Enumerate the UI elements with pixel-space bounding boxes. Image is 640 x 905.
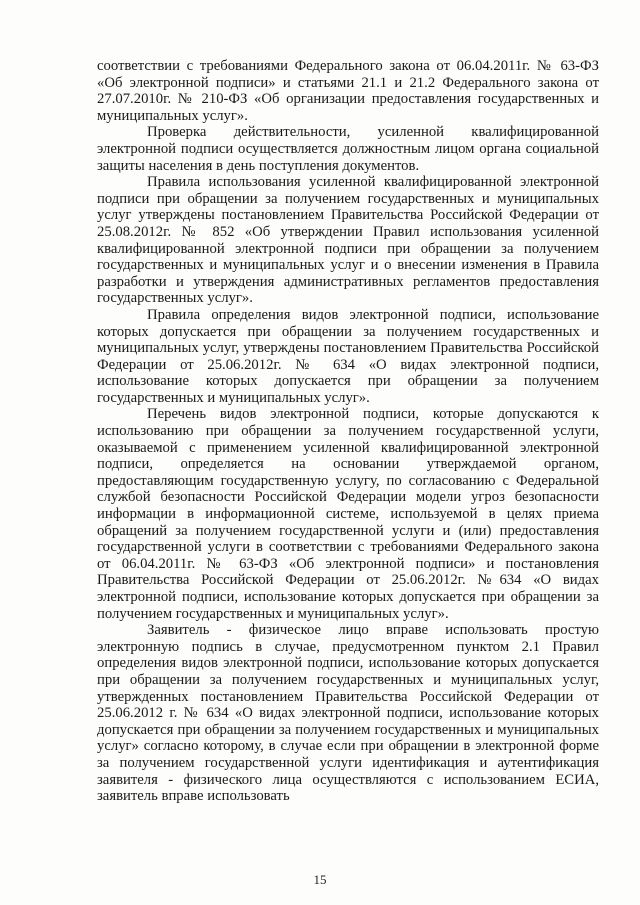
paragraph-signature-types-list: Перечень видов электронной подписи, которые допускаются к использованию при обращении за получением государственной услуги, оказываемой с применением усиленной квалифицированной электронной подписи, определяется на основании утверждаемой органом, предоставляющим государственную услугу, по согласованию с Федеральной службой безопасности Российской Федерации модели угроз безопасности информации в информационной системе, используемой в целях приема обращений за получением государственной услуги и (или) предоставления государственной услуги в соответствии с требованиями Федерального закона от 06.04.2011г. № 63-ФЗ «Об электронной подписи» и постановления Правительства Российской Федерации от 25.06.2012г. №634 «О видах электронной подписи, использование которых допускается при обращении за получением государственных и муниципальных услуг». <box>97 406 599 622</box>
paragraph-continuation: соответствии с требованиями Федерального закона от 06.04.2011г. № 63-ФЗ «Об электронной подписи» и статьями 21.1 и 21.2 Федерального закона от 27.07.2010г. № 210-ФЗ «Об организации предоставления государственных и муниципальных услуг». <box>97 58 599 124</box>
document-body <box>97 58 599 805</box>
paragraph-signature-usage-rules: Правила использования усиленной квалифицированной электронной подписи при обращении за получением государственных и муниципальных услуг утверждены постановлением Правительства Российской Федерации от 25.08.2012г. № 852 «Об утверждении Правил использования усиленной квалифицированной электронной подписи при обращении за получением государственных и муниципальных услуг и о внесении изменения в Правила разработки и утверждения административных регламентов предоставления государственных услуг». <box>97 174 599 307</box>
paragraph-signature-verification: Проверка действительности, усиленной квалифицированной электронной подписи осуществляется должностным лицом органа социальной защиты населения в день поступления документов. <box>97 124 599 174</box>
page-number: 15 <box>313 872 327 887</box>
paragraph-applicant-simple-signature: Заявитель - физическое лицо вправе использовать простую электронную подпись в случае, предусмотренном пунктом 2.1 Правил определения видов электронной подписи, использование которых допускается при обращении за получением государственных и муниципальных услуг, утвержденных постановлением Правительства Российской Федерации от 25.06.2012 г. № 634 «О видах электронной подписи, использование которых допускается при обращении за получением государственных и муниципальных услуг» согласно которому, в случае если при обращении в электронной форме за получением государственной услуги идентификация и аутентификация заявителя - физического лица осуществляются с использованием ЕСИА, заявитель вправе использовать <box>97 622 599 805</box>
paragraph-signature-type-rules: Правила определения видов электронной подписи, использование которых допускается при обращении за получением государственных и муниципальных услуг, утверждены постановлением Правительства Российской Федерации от 25.06.2012г. № 634 «О видах электронной подписи, использование которых допускается при обращении за получением государственных и муниципальных услуг». <box>97 306 599 406</box>
